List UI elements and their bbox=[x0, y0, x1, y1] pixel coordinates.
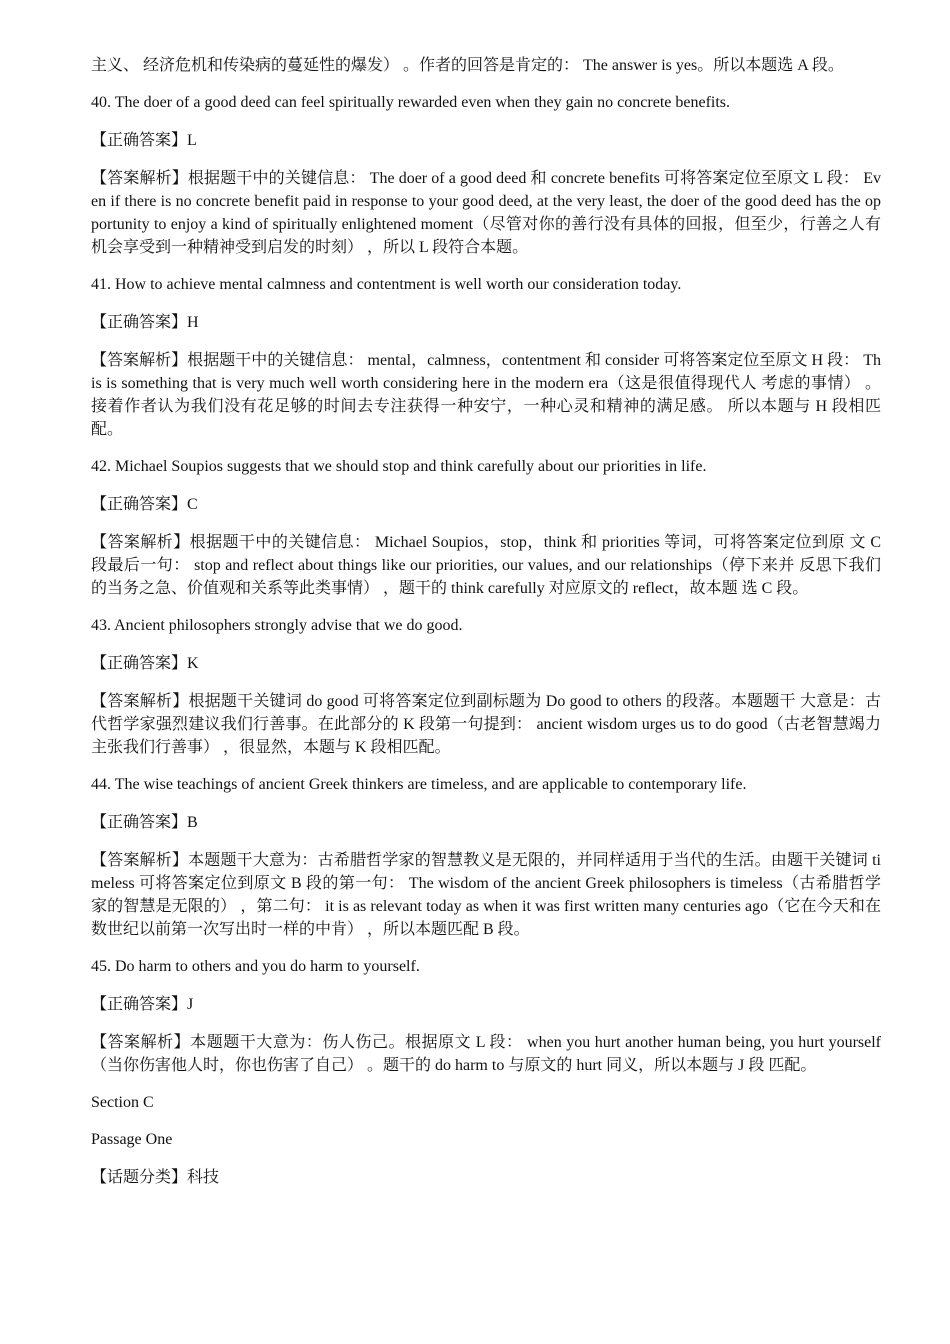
question-44: 44. The wise teachings of ancient Greek thinkers are timeless, and are applicable to contemporary life. bbox=[91, 776, 747, 793]
answer-42: 【正确答案】C bbox=[91, 496, 198, 513]
document-page bbox=[91, 54, 881, 1189]
analysis-40: 【答案解析】根据题干中的关键信息： The doer of a good deed 和 concrete benefits 可将答案定位至原文 L 段： Even if there is no concrete benefit paid in response to your good deed, at the very least, the doer of the good deed has the opportunity to enjoy a kind of spiritually enlightened moment（尽管对你的善行没有具体的回报，但至少，行善之人有机会享受到一种精神受到启发的时刻） ，所以 L 段符合本题。 bbox=[91, 170, 881, 256]
section-heading: Section C bbox=[91, 1094, 154, 1111]
answer-45: 【正确答案】J bbox=[91, 996, 194, 1013]
topic-category: 【话题分类】科技 bbox=[91, 1169, 220, 1186]
question-42: 42. Michael Soupios suggests that we should stop and think carefully about our priorities in life. bbox=[91, 458, 707, 475]
answer-43: 【正确答案】K bbox=[91, 655, 199, 672]
analysis-43: 【答案解析】根据题干关键词 do good 可将答案定位到副标题为 Do good to others 的段落。本题题干 大意是：古代哲学家强烈建议我们行善事。在此部分的 K 段第一句提到： ancient wisdom urges us to do good（古老智慧竭力主张我们行善事） ，很显然，本题与 K 段相匹配。 bbox=[91, 693, 881, 756]
analysis-42: 【答案解析】根据题干中的关键信息： Michael Soupios，stop，think 和 priorities 等词，可将答案定位到原 文 C 段最后一句： stop and reflect about things like our priorities, our values, and our relationships（停下来并 反思下我们的当务之急、价值观和关系等此类事情） ，题干的 think carefully 对应原文的 reflect，故本题 选 C 段。 bbox=[91, 534, 881, 597]
question-43: 43. Ancient philosophers strongly advise that we do good. bbox=[91, 617, 463, 634]
question-41: 41. How to achieve mental calmness and contentment is well worth our consideration today. bbox=[91, 276, 682, 293]
analysis-45: 【答案解析】本题题干大意为：伤人伤己。根据原文 L 段： when you hurt another human being, you hurt yourself（当你伤害他人时，你也伤害了自己） 。题干的 do harm to 与原文的 hurt 同义，所以本题与 J 段 匹配。 bbox=[91, 1034, 881, 1074]
answer-41: 【正确答案】H bbox=[91, 314, 199, 331]
question-40: 40. The doer of a good deed can feel spiritually rewarded even when they gain no concrete benefits. bbox=[91, 94, 731, 111]
analysis-paragraph-39-end: 主义、 经济危机和传染病的蔓延性的爆发） 。作者的回答是肯定的： The answer is yes。所以本题选 A 段。 bbox=[91, 57, 844, 74]
answer-44: 【正确答案】B bbox=[91, 814, 198, 831]
analysis-44: 【答案解析】本题题干大意为：古希腊哲学家的智慧教义是无限的，并同样适用于当代的生活。由题干关键词 timeless 可将答案定位到原文 B 段的第一句： The wisdom of the ancient Greek philosophers is timeless（古希腊哲学家的智慧是无限的） ，第二句： it is as relevant today as when it was first written many centuries ago（它在今天和在数世纪以前第一次写出时一样的中肯） ，所以本题匹配 B 段。 bbox=[91, 852, 881, 938]
analysis-41: 【答案解析】根据题干中的关键信息： mental，calmness，contentment 和 consider 可将答案定位至原文 H 段： This is something that is very much well worth considering here in the modern era（这是很值得现代人 考虑的事情） 。接着作者认为我们没有花足够的时间去专注获得一种安宁，一种心灵和精神的满足感。 所以本题与 H 段相匹配。 bbox=[91, 352, 881, 438]
passage-heading: Passage One bbox=[91, 1131, 173, 1148]
answer-40: 【正确答案】L bbox=[91, 132, 197, 149]
question-45: 45. Do harm to others and you do harm to yourself. bbox=[91, 958, 420, 975]
